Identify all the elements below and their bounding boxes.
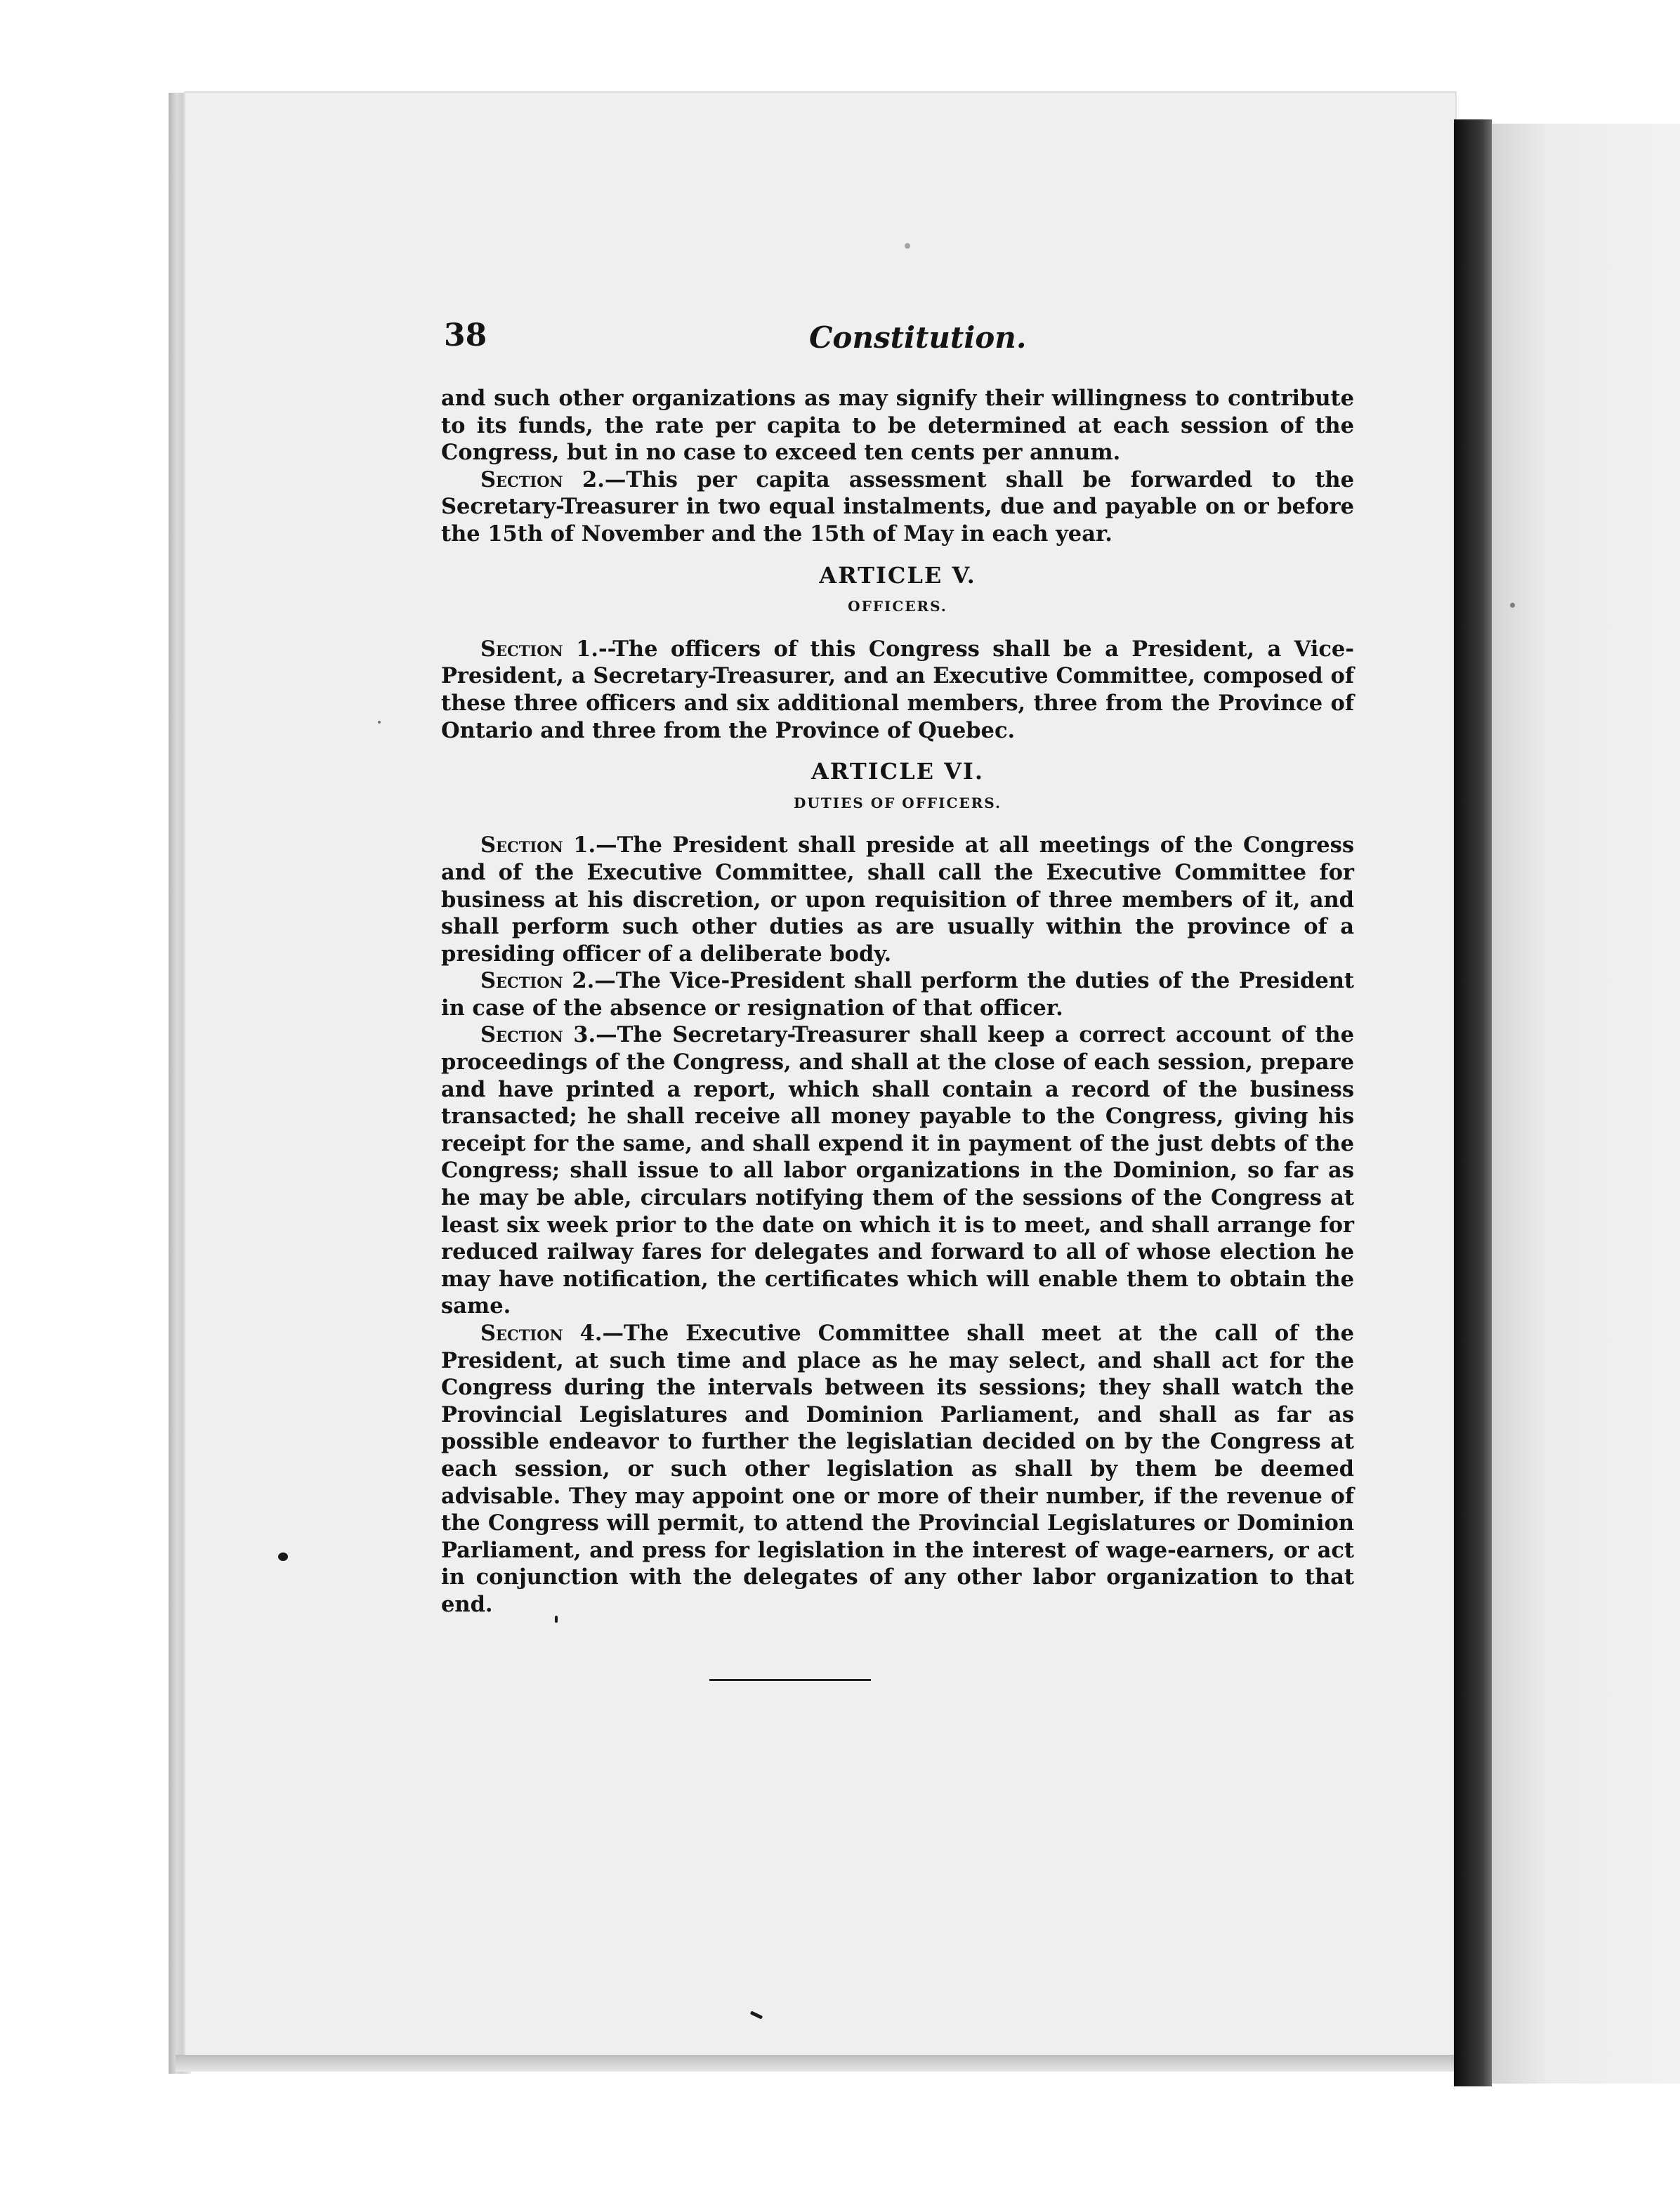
article-v-subheading: OFFICERS.: [848, 598, 947, 615]
page-bottom-edge: [176, 2055, 1461, 2072]
section-paragraph: [441, 832, 1354, 967]
article-vi-heading: ARTICLE VI.: [811, 758, 985, 785]
scan-speck: [1510, 603, 1515, 608]
section-label: Section 4.: [480, 1321, 603, 1346]
page-header: [444, 318, 1357, 360]
section-label: Section 3.: [480, 1022, 596, 1048]
book-gutter-shadow: [1454, 119, 1492, 2086]
section-text: —The Secretary-Treasurer shall keep a correct account of the proceedings of the Congress, and shall at the close of each session, prepare and have printed a report, which shall contain a record of the business transacted; he shall receive all money payable to the Congress, giving his receipt for the same, and shall expend it in payment of the just debts of the Congress; shall issue to all labor organizations in the Dominion, so far as he may be able, circulars notifying them of the sessions of the Congress at least six week prior to the date on which it is to meet, and shall arrange for reduced railway fares for delegates and forward to all of whose election he may have notification, the certificates which will enable them to obtain the same.: [441, 1022, 1354, 1319]
page-number: 38: [444, 318, 487, 353]
scan-speck: [278, 1552, 288, 1561]
section-text: —The Executive Committee shall meet at the call of the President, at such time and place as he may select, and shall act for the Congress during the intervals between its sessions; they shall watch the Provincial Legislatures and Dominion Parliament, and shall as far as possible endeavor to further the legislatian decided on by the Congress at each session, or such other legislation as shall by them be deemed advisable. They may appoint one or more of their number, if the revenue of the Congress will permit, to attend the Provincial Legislatures or Dominion Parliament, and press for legislation in the interest of wage-earners, or act in conjunction with the delegates of any other labor organization to that end.: [441, 1321, 1354, 1617]
section-label: Section 1.: [480, 636, 598, 662]
article-vi-subheading: DUTIES OF OFFICERS.: [794, 794, 1002, 811]
article-v-heading: ARTICLE V.: [819, 561, 976, 589]
page-body: [441, 385, 1354, 1619]
scan-speck: [378, 721, 381, 724]
paragraph-continuation: and such other organizations as may signify their willingness to contribute to its funds, the rate per capita to be determined at each session of the Congress, but in no case to exceed ten cents per annum.: [441, 386, 1354, 466]
facing-page: [1492, 124, 1680, 2084]
section-label: Section 2.: [480, 968, 595, 994]
running-head: Constitution.: [809, 320, 1027, 355]
section-text: —This per capita assessment shall be forwarded to the Secretary-Treasurer in two equal instalments, due and payable on or before the 15th of November and the 15th of May in each year.: [441, 466, 1354, 547]
horizontal-rule: [709, 1679, 871, 1681]
scan-speck: [905, 243, 910, 249]
section-paragraph: [441, 1320, 1354, 1619]
section-text: --The officers of this Congress shall be a President, a Vice-President, a Secretary-Treasurer, and an Executive Committee, composed of these three officers and six additional members, three from the Province of Ontario and three from the Province of Quebec.: [441, 636, 1354, 743]
section-paragraph: [441, 636, 1354, 744]
section-paragraph: [441, 967, 1354, 1021]
section-paragraph: [441, 466, 1354, 548]
section-label: Section 2.: [480, 466, 605, 492]
section-label: Section 1.: [480, 832, 596, 858]
section-text: —The Vice-President shall perform the duties of the President in case of the absence or resignation of that officer.: [441, 968, 1354, 1021]
section-paragraph: [441, 1021, 1354, 1320]
section-text: —The President shall preside at all meetings of the Congress and of the Executive Committee, shall call the Executive Committee for business at his discretion, or upon requisition of three members of it, and shall perform such other duties as are usually within the province of a presiding officer of a deliberate body.: [441, 832, 1354, 967]
